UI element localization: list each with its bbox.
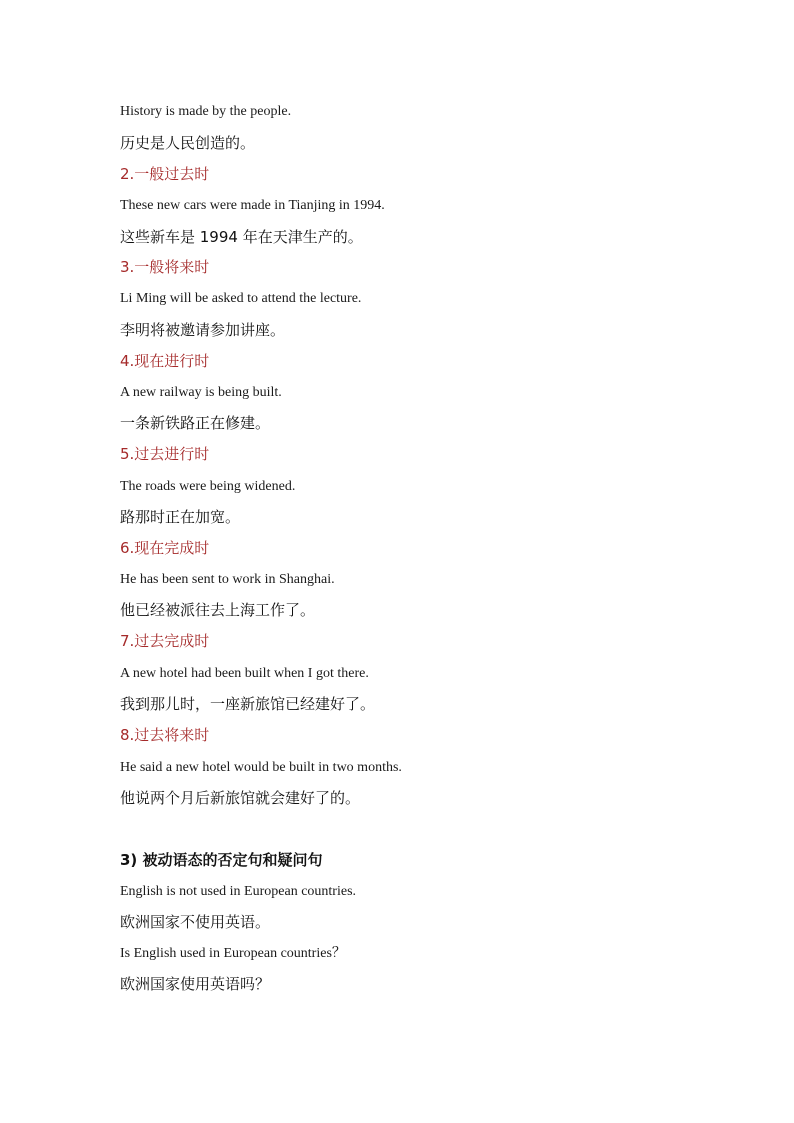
example-en-line: Li Ming will be asked to attend the lecture.	[120, 291, 362, 306]
example-zh-line: 李明将被邀请参加讲座。	[120, 321, 286, 339]
example-en-line: Is English used in European countries？	[120, 946, 346, 961]
section-title: 3) 被动语态的否定句和疑问句	[120, 851, 323, 869]
tense-heading: 4.现在进行时	[120, 352, 210, 370]
example-zh-line: 历史是人民创造的。	[120, 134, 256, 152]
tense-heading: 2.一般过去时	[120, 165, 210, 183]
example-en-line: A new hotel had been built when I got there.	[120, 666, 369, 681]
example-zh-line: 他说两个月后新旅馆就会建好了的。	[120, 789, 361, 807]
example-zh-line: 这些新车是 1994 年在天津生产的。	[120, 228, 363, 246]
example-zh-line: 欧洲国家使用英语吗？	[120, 975, 271, 993]
tense-heading: 8.过去将来时	[120, 726, 210, 744]
tense-heading: 5.过去进行时	[120, 445, 210, 463]
example-en-line: He has been sent to work in Shanghai.	[120, 572, 335, 587]
example-en-line: The roads were being widened.	[120, 479, 296, 494]
tense-heading: 6.现在完成时	[120, 539, 210, 557]
example-en-line: He said a new hotel would be built in two months.	[120, 760, 402, 775]
example-zh-line: 他已经被派往去上海工作了。	[120, 601, 316, 619]
example-en-line: A new railway is being built.	[120, 385, 282, 400]
tense-heading: 3.一般将来时	[120, 258, 210, 276]
example-zh-line: 我到那儿时，一座新旅馆已经建好了。	[120, 695, 376, 713]
example-en-line: History is made by the people.	[120, 104, 292, 119]
example-zh-line: 一条新铁路正在修建。	[120, 414, 271, 432]
example-zh-line: 路那时正在加宽。	[120, 508, 241, 526]
example-en-line: English is not used in European countries.	[120, 884, 357, 899]
example-en-line: These new cars were made in Tianjing in 1994.	[120, 198, 385, 213]
example-zh-line: 欧洲国家不使用英语。	[120, 913, 271, 931]
tense-heading: 7.过去完成时	[120, 632, 210, 650]
